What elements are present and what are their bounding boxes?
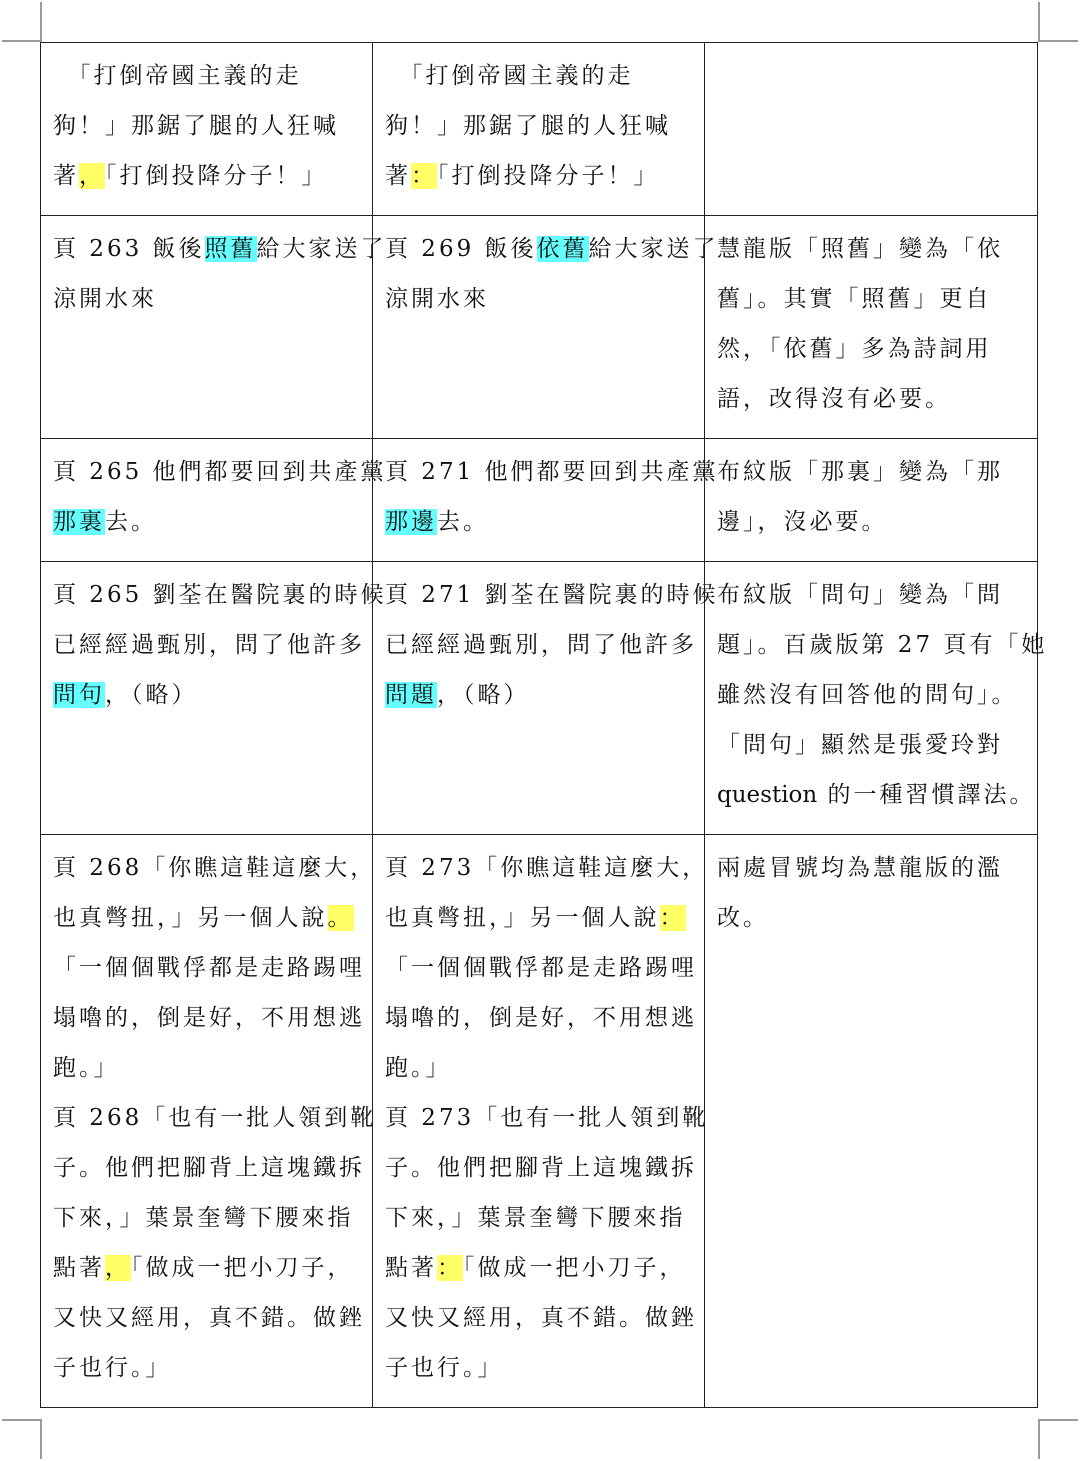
text-segment: 頁 263 飯後 — [53, 236, 205, 262]
revised-text-cell — [373, 216, 719, 439]
text-line — [53, 224, 387, 274]
text-line — [385, 1343, 694, 1393]
table-row — [41, 216, 1038, 439]
text-segment: 然，「依舊」多為詩詞用 — [717, 336, 992, 362]
text-segment: 著 — [53, 163, 79, 189]
text-segment: 「打倒投降分子！」 — [437, 163, 660, 189]
text-line — [385, 943, 697, 993]
text-line — [717, 770, 1036, 820]
text-segment: 子也行。」 — [53, 1355, 172, 1381]
text-line — [717, 497, 1027, 547]
word-highlight: 問句 — [53, 682, 105, 708]
note-cell — [705, 216, 1038, 439]
text-line — [717, 620, 1048, 670]
crop-mark-bottom-right — [1038, 1419, 1078, 1459]
text-segment: ，（略） — [105, 682, 198, 708]
text-line — [53, 843, 377, 893]
text-line — [385, 497, 694, 547]
revised-text-cell — [373, 439, 719, 562]
text-line — [385, 620, 697, 670]
text-segment: 又快又經用，真不錯。做銼 — [53, 1305, 365, 1331]
text-line — [53, 101, 362, 151]
text-segment: 已經經過甄別，問了他許多 — [53, 632, 365, 658]
text-segment: 雖然沒有回答他的問句」。 — [717, 682, 1018, 708]
text-line — [385, 274, 694, 324]
text-line — [385, 1243, 694, 1293]
text-segment: 頁 271 劉荃在醫院裏的時候 — [385, 582, 719, 608]
text-line — [385, 670, 694, 720]
table-row — [41, 43, 1038, 216]
text-segment: 下來，」葉景奎彎下腰來指 — [385, 1205, 686, 1231]
word-highlight: 問題 — [385, 682, 437, 708]
note-cell — [705, 562, 1048, 835]
text-segment: 又快又經用，真不錯。做銼 — [385, 1305, 697, 1331]
text-segment: 慧龍版「照舊」變為「依 — [717, 236, 1003, 262]
original-text-cell — [41, 216, 387, 439]
text-line — [53, 51, 362, 101]
word-highlight: 照舊 — [204, 236, 257, 262]
text-segment: 給大家送了 — [588, 236, 719, 262]
original-text-cell — [41, 835, 377, 1408]
text-line — [385, 1293, 697, 1343]
punctuation-highlight: ： — [659, 905, 686, 931]
text-segment: 跑。」 — [53, 1055, 120, 1081]
text-segment: 也真彆扭，」另一個人說 — [385, 905, 660, 931]
text-line — [385, 843, 709, 893]
text-line — [53, 1043, 362, 1093]
note-cell — [705, 835, 1038, 1408]
text-segment: 改。 — [717, 905, 769, 931]
text-segment: 「打倒帝國主義的走 — [53, 63, 302, 89]
text-line — [53, 1293, 365, 1343]
note-cell — [705, 439, 1038, 562]
text-segment: 頁 265 他們都要回到共產黨 — [53, 459, 387, 485]
text-segment: 布紋版「那裏」變為「那 — [717, 459, 1003, 485]
text-line — [385, 1143, 697, 1193]
revised-text-cell — [373, 835, 709, 1408]
text-line — [53, 670, 362, 720]
text-segment: 邊」，沒必要。 — [717, 509, 888, 535]
punctuation-highlight: ， — [105, 1255, 131, 1281]
text-segment: 的一種習慣譯法。 — [817, 782, 1036, 808]
text-segment: question — [717, 782, 818, 808]
text-segment: 頁 273「你瞧這鞋這麼大， — [385, 855, 709, 881]
word-highlight: 那邊 — [385, 509, 437, 535]
text-segment: 頁 268「也有一批人領到靴 — [53, 1105, 377, 1131]
word-highlight: 依舊 — [536, 236, 589, 262]
text-segment: 也真彆扭，」另一個人說 — [53, 905, 328, 931]
punctuation-highlight: ， — [79, 163, 105, 189]
table-row — [41, 562, 1038, 835]
original-text-cell — [41, 562, 387, 835]
crop-mark-top-left — [2, 2, 42, 42]
text-line — [53, 1093, 377, 1143]
table-row — [41, 835, 1038, 1408]
text-line — [53, 274, 362, 324]
text-line — [385, 1093, 709, 1143]
text-segment: 涼開水來 — [53, 286, 157, 312]
text-segment: 下來，」葉景奎彎下腰來指 — [53, 1205, 354, 1231]
text-segment: 「一個個戰俘都是走路踢哩 — [53, 955, 365, 981]
table-row — [41, 439, 1038, 562]
original-text-cell — [41, 43, 373, 216]
word-highlight: 那裏 — [53, 509, 105, 535]
text-line — [717, 374, 1027, 424]
original-text-cell — [41, 439, 387, 562]
text-line — [717, 274, 1027, 324]
text-segment: 「做成一把小刀子， — [131, 1255, 354, 1281]
text-line — [385, 224, 719, 274]
text-line — [385, 570, 719, 620]
text-line — [717, 720, 1027, 770]
revised-text-cell — [373, 43, 705, 216]
text-segment: 頁 271 他們都要回到共產黨 — [385, 459, 719, 485]
punctuation-highlight: ： — [437, 1255, 463, 1281]
text-segment: 去。 — [105, 509, 157, 535]
text-segment: 舊」。其實「照舊」更自 — [717, 286, 992, 312]
text-line — [53, 1343, 362, 1393]
comparison-table — [40, 42, 1048, 1408]
text-segment: 子。他們把腳背上這塊鐵拆 — [53, 1155, 365, 1181]
text-segment: 布紋版「問句」變為「問 — [717, 582, 1003, 608]
text-segment: 「打倒投降分子！」 — [105, 163, 328, 189]
text-line — [717, 324, 1027, 374]
text-segment: 子。他們把腳背上這塊鐵拆 — [385, 1155, 697, 1181]
text-segment: 給大家送了 — [256, 236, 387, 262]
text-segment: 兩處冒號均為慧龍版的濫 — [717, 855, 1003, 881]
text-line — [717, 447, 1027, 497]
comparison-table-body — [41, 43, 1048, 1408]
text-segment: 頁 265 劉荃在醫院裏的時候 — [53, 582, 387, 608]
text-segment: ，（略） — [437, 682, 530, 708]
text-line — [385, 1043, 694, 1093]
text-line — [717, 843, 1027, 893]
text-line — [717, 570, 1027, 620]
crop-mark-bottom-left — [2, 1419, 42, 1459]
revised-text-cell — [373, 562, 719, 835]
text-segment: 點著 — [385, 1255, 437, 1281]
text-segment: 狗！」那鋸了腿的人狂喊 — [385, 113, 671, 139]
punctuation-highlight: ： — [411, 163, 437, 189]
text-segment: 頁 273「也有一批人領到靴 — [385, 1105, 709, 1131]
text-line — [717, 224, 1027, 274]
text-line — [53, 151, 362, 201]
text-segment: 「問句」顯然是張愛玲對 — [717, 732, 1003, 758]
text-segment: 著 — [385, 163, 411, 189]
text-line — [53, 570, 387, 620]
text-segment: 涼開水來 — [385, 286, 489, 312]
text-segment: 「打倒帝國主義的走 — [385, 63, 634, 89]
text-line — [53, 1193, 362, 1243]
text-line — [385, 893, 694, 943]
text-line — [53, 993, 365, 1043]
punctuation-highlight: 。 — [327, 905, 354, 931]
text-segment: 塌嚕的，倒是好，不用想逃 — [53, 1005, 365, 1031]
text-line — [717, 670, 1027, 720]
text-line — [53, 893, 362, 943]
text-line — [385, 151, 694, 201]
text-line — [53, 1143, 365, 1193]
text-segment: 狗！」那鋸了腿的人狂喊 — [53, 113, 339, 139]
text-line — [53, 497, 362, 547]
text-line — [717, 893, 1027, 943]
crop-mark-top-right — [1038, 2, 1078, 42]
text-line — [53, 447, 387, 497]
text-line — [385, 447, 719, 497]
text-segment: 語，改得沒有必要。 — [717, 386, 951, 412]
text-line — [385, 101, 694, 151]
text-line — [53, 620, 365, 670]
text-segment: 去。 — [437, 509, 489, 535]
note-cell — [705, 43, 1038, 216]
text-segment: 跑。」 — [385, 1055, 452, 1081]
text-segment: 點著 — [53, 1255, 105, 1281]
text-segment: 「做成一把小刀子， — [463, 1255, 686, 1281]
text-line — [385, 51, 694, 101]
text-line — [385, 993, 697, 1043]
text-segment: 已經經過甄別，問了他許多 — [385, 632, 697, 658]
text-segment: 頁 269 飯後 — [385, 236, 537, 262]
text-line — [385, 1193, 694, 1243]
text-line — [53, 1243, 362, 1293]
text-line — [53, 943, 365, 993]
text-segment: 頁 268「你瞧這鞋這麼大， — [53, 855, 377, 881]
text-segment: 子也行。」 — [385, 1355, 504, 1381]
text-segment: 題」。百歲版第 27 頁有「她 — [717, 632, 1048, 658]
text-segment: 塌嚕的，倒是好，不用想逃 — [385, 1005, 697, 1031]
text-segment: 「一個個戰俘都是走路踢哩 — [385, 955, 697, 981]
